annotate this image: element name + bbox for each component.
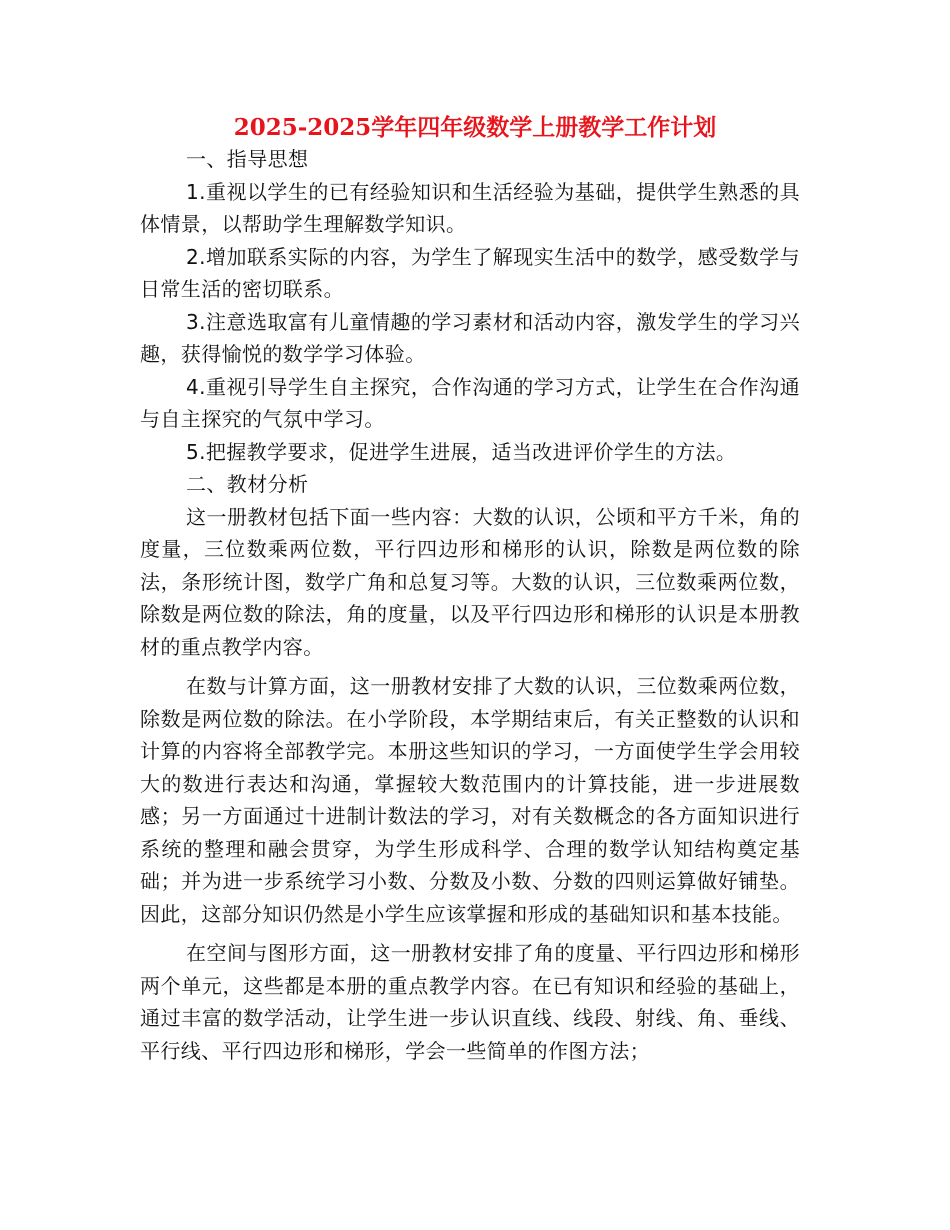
paragraph-numbers-and-calculation: 在数与计算方面，这一册教材安排了大数的认识，三位数乘两位数，除数是两位数的除法。在小学阶段，本学期结束后，有关正整数的认识和计算的内容将全部教学完。本册这些知识的学习，一方面使学生学会用较大的数进行表达和沟通，掌握较大数范围内的计算技能，进一步进展数感；另一方面通过十进制计数法的学习，对有关数概念的各方面知识进行系统的整理和融会贯穿，为学生形成科学、合理的数学认知结构奠定基础；并为进一步系统学习小数、分数及小数、分数的四则运算做好铺垫。因此，这部分知识仍然是小学生应该掌握和形成的基础知识和基本技能。	[140, 674, 800, 926]
section-heading-guiding-ideology: 一、指导思想	[186, 147, 309, 171]
paragraph-point-1: 1.重视以学生的已有经验知识和生活经验为基础，提供学生熟悉的具体情景，以帮助学生理解数学知识。	[140, 179, 800, 236]
paragraph-point-5: 5.把握教学要求，促进学生进展，适当改进评价学生的方法。	[186, 439, 737, 464]
paragraph-point-4: 4.重视引导学生自主探究，合作沟通的学习方式，让学生在合作沟通与自主探究的气氛中学习。	[140, 374, 800, 431]
paragraph-textbook-contents: 这一册教材包括下面一些内容：大数的认识，公顷和平方千米，角的度量，三位数乘两位数，平行四边形和梯形的认识，除数是两位数的除法，条形统计图，数学广角和总复习等。大数的认识，三位数乘两位数，除数是两位数的除法，角的度量，以及平行四边形和梯形的认识是本册教材的重点教学内容。	[140, 504, 800, 659]
section-heading-textbook-analysis: 二、教材分析	[186, 472, 309, 496]
document-body	[140, 143, 800, 1067]
document-title: 2025-2025学年四年级数学上册教学工作计划	[233, 114, 717, 141]
paragraph-point-3: 3.注意选取富有儿童情趣的学习素材和活动内容，激发学生的学习兴趣，获得愉悦的数学学习体验。	[140, 309, 800, 366]
paragraph-space-and-shapes: 在空间与图形方面，这一册教材安排了角的度量、平行四边形和梯形两个单元，这些都是本册的重点教学内容。在已有知识和经验的基础上，通过丰富的数学活动，让学生进一步认识直线、线段、射线、角、垂线、平行线、平行四边形和梯形，学会一些简单的作图方法；	[140, 941, 800, 1063]
paragraph-point-2: 2.增加联系实际的内容，为学生了解现实生活中的数学，感受数学与日常生活的密切联系。	[140, 244, 800, 301]
